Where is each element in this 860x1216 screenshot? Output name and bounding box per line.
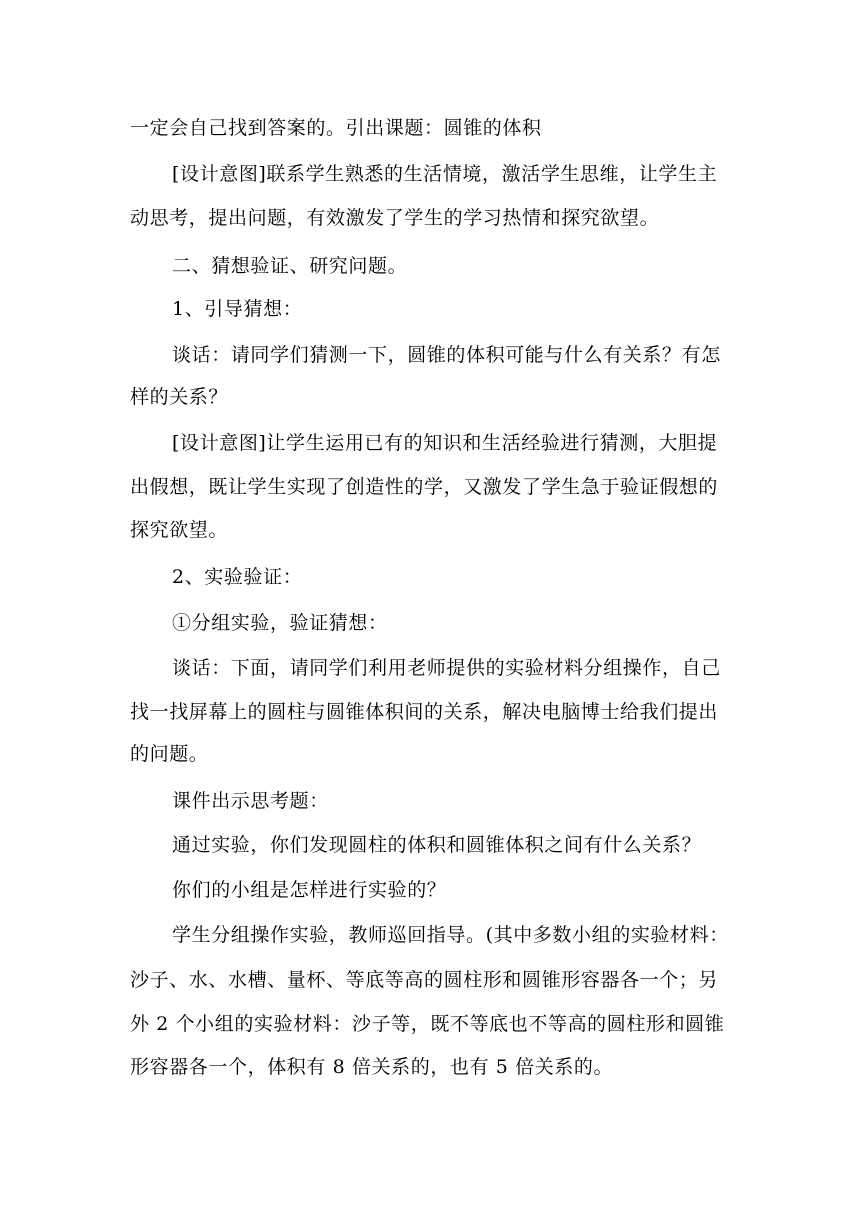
text-line: 谈话：请同学们猜测一下，圆锥的体积可能与什么有关系？有怎 [172, 344, 721, 366]
text-line: 样的关系？ [130, 386, 229, 408]
text-line: 出假想，既让学生实现了创造性的学，又激发了学生急于验证假想的 [130, 476, 719, 498]
text-line: 动思考，提出问题，有效激发了学生的学习热情和探究欲望。 [130, 207, 660, 229]
text-line: [设计意图]让学生运用已有的知识和生活经验进行猜测，大胆提 [172, 432, 718, 454]
subsection-heading: 1、引导猜想： [172, 298, 303, 320]
text-line: 学生分组操作实验，教师巡回指导。(其中多数小组的实验材料： [172, 924, 729, 946]
text-line: 外 2 个小组的实验材料：沙子等，既不等底也不等高的圆柱形和圆锥 [130, 1013, 725, 1035]
subsection-heading: 2、实验验证： [172, 566, 303, 588]
section-heading: 二、猜想验证、研究问题。 [172, 255, 408, 277]
text-line: 探究欲望。 [130, 519, 229, 541]
text-line: 课件出示思考题： [172, 790, 329, 812]
text-line: 谈话：下面，请同学们利用老师提供的实验材料分组操作，自己 [172, 657, 721, 679]
text-line: ①分组实验，验证猜想： [172, 612, 388, 634]
text-line: 找一找屏幕上的圆柱与圆锥体积间的关系，解决电脑博士给我们提出 [130, 701, 719, 723]
text-line: 形容器各一个，体积有 8 倍关系的，也有 5 倍关系的。 [130, 1056, 614, 1078]
text-line: [设计意图]联系学生熟悉的生活情境，激活学生思维，让学生主 [172, 163, 718, 185]
text-line: 你们的小组是怎样进行实验的？ [172, 879, 447, 901]
text-line: 通过实验，你们发现圆柱的体积和圆锥体积之间有什么关系？ [172, 834, 702, 856]
text-line: 一定会自己找到答案的。引出课题：圆锥的体积 [130, 117, 542, 139]
text-line: 沙子、水、水槽、量杯、等底等高的圆柱形和圆锥形容器各一个；另 [130, 969, 719, 991]
text-line: 的问题。 [130, 743, 209, 765]
